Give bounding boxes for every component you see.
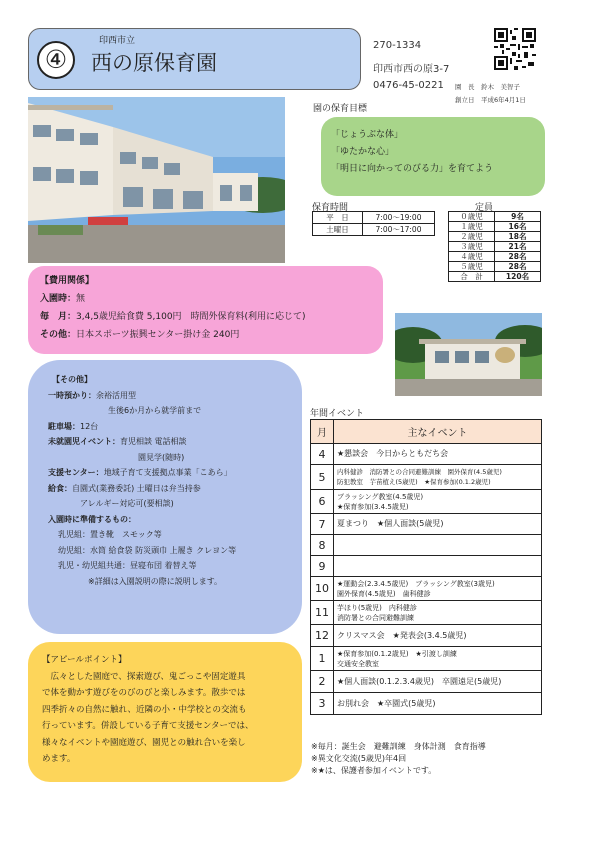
support-label: 支援センター：	[48, 468, 104, 477]
capacity-count: 28名	[495, 252, 541, 262]
support-center	[28, 465, 302, 481]
event-line: 芋ほり(5歳児) 内科健診	[337, 603, 417, 612]
director: 園 長 鈴木 美智子	[455, 83, 520, 91]
event-month: 6	[311, 490, 334, 514]
capacity-count: 28名	[495, 262, 541, 272]
table-row	[311, 625, 542, 647]
capacity-age: １歳児	[449, 222, 495, 232]
table-row	[449, 252, 541, 262]
goal-item: 「明日に向かってのびる力」を育てよう	[331, 164, 494, 174]
event-line: 夏まつり ★個人面談(5歳児)	[337, 519, 444, 528]
garden-photo	[395, 313, 542, 396]
hours-day: 土曜日	[313, 224, 363, 236]
table-row	[311, 556, 542, 577]
qr-code-icon	[494, 28, 536, 70]
event-cell	[334, 556, 542, 577]
event-line: ★保育参加(0.1.2歳児) ★引渡し訓練	[337, 649, 457, 658]
prep-infant: 乳児組：置き靴 スモック等	[58, 530, 162, 539]
capacity-age: ４歳児	[449, 252, 495, 262]
parking-value: 12台	[80, 421, 99, 431]
event-month: 11	[311, 601, 334, 625]
table-row	[311, 671, 542, 693]
event-month: 5	[311, 465, 334, 490]
goal-item: 「じょうぶな体」	[331, 130, 404, 140]
capacity-count: 18名	[495, 232, 541, 242]
event-month: 2	[311, 671, 334, 693]
facility-name: 西の原保育園	[91, 51, 217, 75]
fee-entry-label: 入園時：	[40, 294, 77, 304]
event-cell	[334, 535, 542, 556]
event-line: 防犯教室 芋苗植え(5歳児) ★保育参加(0.1.2歳児)	[337, 478, 491, 486]
appeal-line: で体を動かす遊びをのびのびと楽しみます。散歩では	[42, 688, 246, 698]
unenrolled-value: 育児相談 電話相談	[120, 437, 187, 446]
meal-label: 給食：	[48, 483, 72, 493]
appeal-line: 四季折々の自然に触れ、近隣の小・中学校との交流も	[42, 704, 247, 715]
event-cell	[334, 465, 542, 490]
event-month: 7	[311, 514, 334, 535]
capacity-table	[448, 211, 541, 282]
events-note: ※異文化交流(5歳児)年4回	[311, 754, 407, 763]
fee-monthly	[40, 308, 371, 326]
event-line: ブラッシング教室(4.5歳児)	[337, 492, 424, 501]
parking	[28, 419, 302, 435]
other-info-box	[28, 360, 302, 634]
table-row	[449, 212, 541, 222]
appeal-line: 様々なイベントや園庭遊び、園児との触れ合いを楽し	[42, 737, 246, 748]
events-note: ※★は、保護者参加イベントです。	[311, 766, 437, 775]
event-cell	[334, 671, 542, 693]
events-title: 年間イベント	[310, 409, 365, 419]
event-cell	[334, 444, 542, 465]
hours-title: 保育時間	[312, 203, 349, 213]
events-table	[310, 419, 542, 715]
event-cell	[334, 514, 542, 535]
col-month-header: 月	[311, 420, 334, 444]
fee-other	[40, 326, 371, 344]
unenrolled-label: 未就園児イベント：	[48, 437, 120, 446]
table-row	[311, 601, 542, 625]
table-row	[449, 222, 541, 232]
capacity-age: ２歳児	[449, 232, 495, 242]
table-row	[449, 272, 541, 282]
temp-care-value: 余裕活用型	[96, 390, 136, 400]
event-cell	[334, 647, 542, 671]
capacity-count: 120名	[495, 272, 541, 282]
prep-common: 乳児・幼児組共通：昼寝布団 着替え等	[58, 561, 197, 570]
table-row	[311, 693, 542, 715]
appeal-line: めます。	[42, 754, 76, 764]
fees-title: 【費用関係】	[40, 276, 95, 286]
prep-toddler: 幼児組：水筒 給食袋 防災頭巾 上履き クレヨン等	[58, 545, 237, 555]
temp-care-detail: 生後6か月から就学前まで	[108, 406, 202, 415]
event-line: お別れ会 ★卒園式(5歳児)	[337, 698, 436, 708]
temp-care-label: 一時預かり：	[48, 390, 96, 400]
table-row	[311, 465, 542, 490]
table-row	[311, 577, 542, 601]
hours-time: 7:00～19:00	[363, 212, 435, 224]
event-cell	[334, 490, 542, 514]
capacity-count: 21名	[495, 242, 541, 252]
table-row	[449, 232, 541, 242]
phone: 0476-45-0221	[373, 80, 444, 91]
event-month: 12	[311, 625, 334, 647]
capacity-age: ５歳児	[449, 262, 495, 272]
fee-other-label: その他：	[40, 330, 77, 340]
goal-item: 「ゆたかな心」	[331, 147, 395, 157]
fee-entry	[40, 290, 371, 308]
event-line: ★懇談会 今日からともだち会	[337, 449, 449, 458]
event-line: ★運動会(2.3.4.5歳児) ブラッシング教室(3歳児)	[337, 579, 495, 588]
meal-allergy: アレルギー対応可(要相談)	[80, 499, 174, 508]
event-month: 10	[311, 577, 334, 601]
fee-monthly-label: 毎 月：	[40, 312, 77, 322]
events-note: ※毎月：誕生会 避難訓練 身体計測 食育指導	[311, 742, 486, 751]
appeal-line: 広々とした園庭で、探索遊び、鬼ごっこや固定遊具	[42, 671, 246, 682]
header-box	[28, 28, 361, 90]
founded-date: 創立日 平成6年4月1日	[455, 96, 526, 104]
prep-title: 入園時に準備するもの：	[48, 514, 136, 524]
table-row	[311, 514, 542, 535]
table-row	[311, 647, 542, 671]
table-row	[449, 262, 541, 272]
table-row	[313, 212, 435, 224]
parking-label: 駐車場：	[48, 421, 80, 431]
event-month: 3	[311, 693, 334, 715]
meal	[28, 481, 302, 497]
fees-box	[28, 266, 383, 354]
appeal-title: 【アピールポイント】	[42, 655, 127, 665]
event-cell	[334, 601, 542, 625]
temp-care	[28, 388, 302, 404]
support-value: 地域子育て支援拠点事業「こあら」	[103, 468, 232, 477]
event-line: ★個人面談(0.1.2.3.4歳児) 卒園遠足(5歳児)	[337, 676, 502, 686]
fee-other-value: 日本スポーツ振興センター掛け金 240円	[76, 330, 240, 340]
event-cell	[334, 577, 542, 601]
event-cell	[334, 625, 542, 647]
capacity-count: 16名	[495, 222, 541, 232]
facility-number: ④	[37, 41, 75, 79]
capacity-title: 定員	[475, 203, 494, 213]
event-line: 園外保育(4.5歳児) 歯科健診	[337, 589, 431, 598]
goals-title: 園の保育目標	[313, 104, 368, 114]
address: 印西市西の原3-7	[373, 64, 450, 75]
table-row	[449, 242, 541, 252]
event-month: 9	[311, 556, 334, 577]
capacity-count: 9名	[495, 212, 541, 222]
postal-code: 270-1334	[373, 40, 422, 51]
capacity-age: ０歳児	[449, 212, 495, 222]
hours-day: 平 日	[313, 212, 363, 224]
unenrolled-detail: 園見学(随時)	[138, 452, 185, 462]
table-row	[311, 444, 542, 465]
event-line: ★保育参加(3.4.5歳児)	[337, 502, 409, 511]
event-line: 内科健診 消防署との合同避難訓練 園外保育(4.5歳児)	[337, 468, 502, 476]
table-row	[311, 490, 542, 514]
event-line: 消防署との合同避難訓練	[337, 613, 414, 622]
hours-time: 7:00～17:00	[363, 224, 435, 236]
meal-value: 自園式(業務委託) 土曜日は弁当持参	[72, 483, 201, 493]
col-event-header: 主なイベント	[334, 420, 542, 444]
capacity-age: ３歳児	[449, 242, 495, 252]
fee-entry-value: 無	[76, 294, 86, 304]
prep-note: ※詳細は入園説明の際に説明します。	[88, 576, 223, 586]
table-header-row	[311, 420, 542, 444]
table-row	[311, 535, 542, 556]
event-month: 4	[311, 444, 334, 465]
table-row	[313, 224, 435, 236]
event-cell	[334, 693, 542, 715]
unenrolled-events	[28, 434, 302, 450]
goals-box	[321, 117, 545, 196]
appeal-box	[28, 642, 302, 782]
fee-monthly-value: 3,4,5歳児給食費 5,100円 時間外保育料(利用に応じて)	[76, 312, 306, 322]
event-line: クリスマス会 ★発表会(3.4.5歳児)	[337, 630, 467, 640]
other-title: 【その他】	[52, 375, 92, 384]
event-month: 1	[311, 647, 334, 671]
hours-table	[312, 211, 435, 236]
city-label: 印西市立	[99, 36, 136, 46]
capacity-age: 合 計	[449, 272, 495, 282]
building-photo	[28, 97, 285, 263]
appeal-line: 行っています。併設している子育て支援センターでは、	[42, 721, 254, 731]
event-line: 交通安全教室	[337, 659, 379, 668]
event-month: 8	[311, 535, 334, 556]
